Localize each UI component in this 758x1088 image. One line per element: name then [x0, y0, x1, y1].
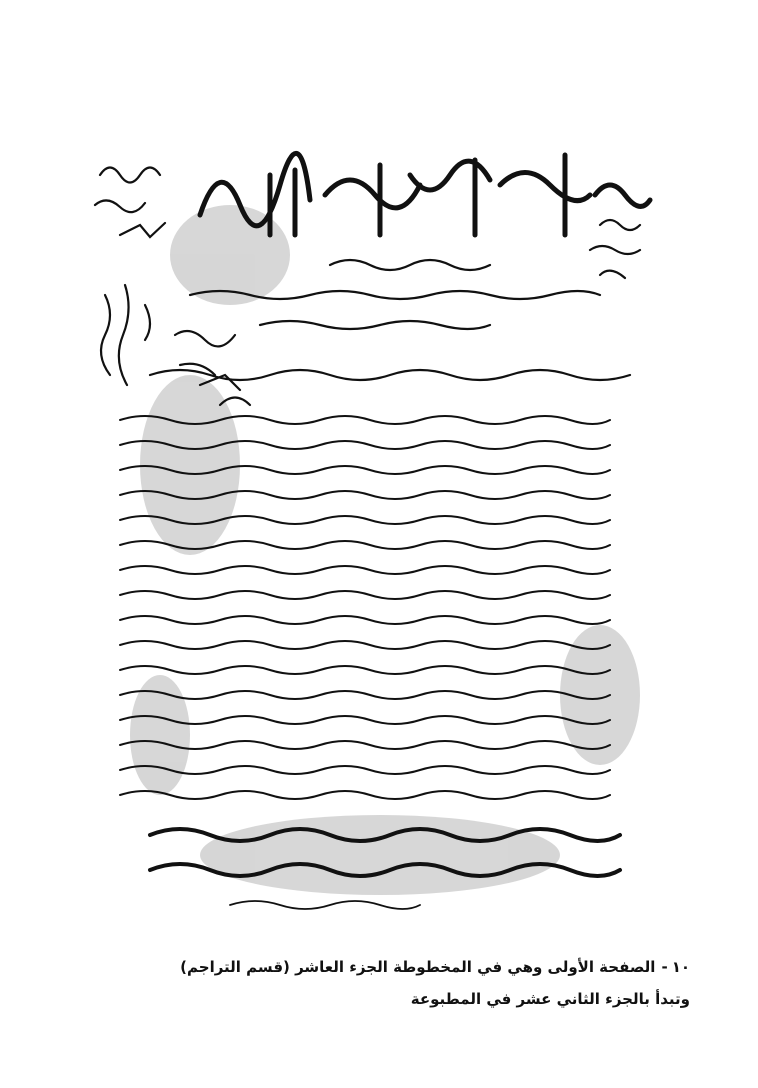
- caption-dash: -: [661, 958, 668, 976]
- caption-number: ١٠: [671, 958, 690, 976]
- caption-text-2: وتبدأ بالجزء الثاني عشر في المطبوعة: [410, 990, 690, 1008]
- caption-line-1: [40, 958, 690, 976]
- caption-text-1: الصفحة الأولى وهي في المخطوطة الجزء العاشر (قسم التراجم): [180, 958, 656, 976]
- manuscript-image: [80, 135, 680, 935]
- caption-line-2: [40, 990, 690, 1008]
- manuscript-page-icon: [80, 135, 680, 935]
